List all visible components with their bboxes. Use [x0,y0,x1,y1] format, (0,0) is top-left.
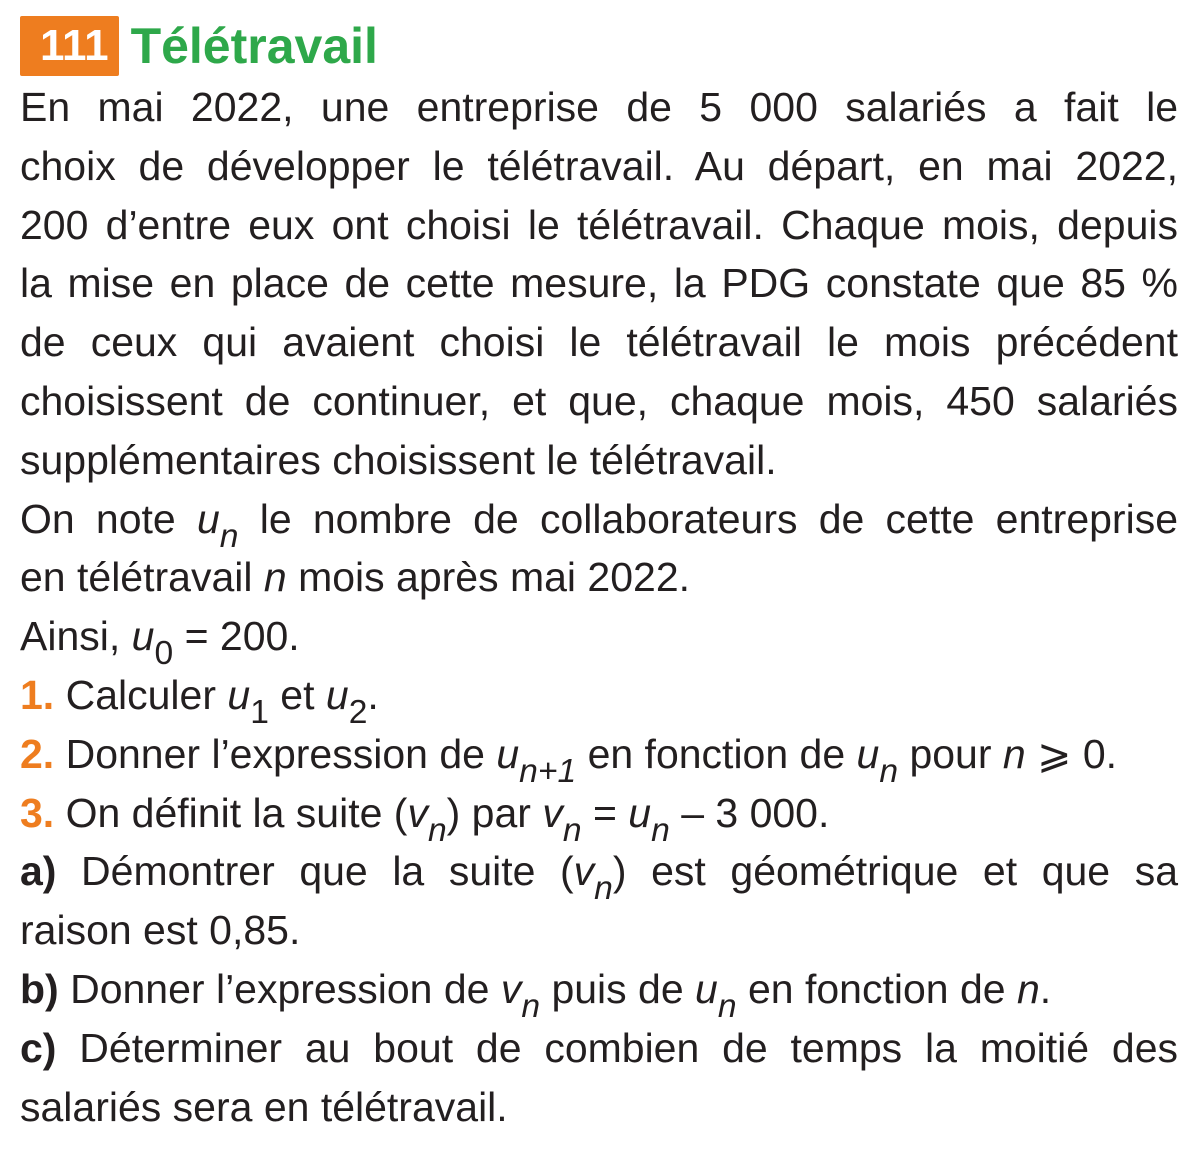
math-u: u [227,671,251,718]
text-span: On note [20,495,197,542]
subscript-n: n [521,988,541,1026]
notation-line-2 [20,548,1178,607]
text-span: en télétravail [20,554,264,601]
text-span: ) par [446,789,543,836]
text-span: . [367,671,379,718]
subscript-n: n [562,811,582,849]
math-u: u [628,789,652,836]
text-span: et [268,671,326,718]
math-v: v [500,965,522,1012]
math-v: v [573,848,595,895]
intro-line: 200 d’entre eux ont choisi le télétravail. Chaque mois, depuis [20,201,1178,248]
question-3 [20,784,1178,849]
text-span: ⩾ 0. [1025,730,1118,777]
exercise-number-badge: 111 [20,16,119,76]
math-u: u [325,671,349,718]
text-span: le nombre de collaborateurs de cette entreprise [238,495,1178,542]
exercise-header [20,14,1178,78]
notation-line [20,490,1178,555]
text-span: pour [898,730,1003,777]
subscript-n: n [879,752,899,790]
intro-line: la mise en place de cette mesure, la PDG constate que 85 % [20,260,1178,307]
subscript-n-plus-1: n+1 [519,752,577,790]
exercise-block [20,14,1178,1136]
text-span: ) est géométrique et que sa [612,848,1178,895]
text-span: On définit la suite ( [54,789,408,836]
text-span: en fonction de [576,730,857,777]
text-span: Donner l’expression de [58,965,501,1012]
subquestion-label: c) [20,1024,57,1071]
math-u: u [196,495,220,542]
math-v: v [542,789,563,836]
question-2 [20,725,1178,790]
text-span: mois après mai 2022. [286,554,691,601]
question-1 [20,666,1178,732]
subscript-1: 1 [250,694,269,732]
subscript-n: n [594,870,613,908]
text-span: Ainsi, [20,613,132,660]
text-span: en fonction de [736,965,1017,1012]
question-3a [20,842,1178,908]
math-n: n [1016,965,1040,1012]
subquestion-label: a) [20,848,57,895]
math-n: n [263,554,287,601]
math-u: u [856,730,880,777]
question-3a-line-2: raison est 0,85. [20,907,301,954]
intro-line: En mai 2022, une entreprise de 5 000 salariés a fait le [20,84,1178,130]
subscript-0: 0 [154,635,174,673]
text-span: = [581,789,629,836]
question-3b [20,960,1178,1026]
intro-line: de ceux qui avaient choisi le télétravail le mois précédent [20,319,1178,366]
subscript-n: n [651,811,670,849]
subscript-2: 2 [348,694,368,732]
math-u: u [695,965,718,1012]
intro-paragraph [20,78,1178,490]
question-3c-line-2: salariés sera en télétravail. [20,1083,508,1130]
intro-line: supplémentaires choisissent le télétravail. [20,436,777,483]
subscript-n: n [717,988,737,1026]
text-span: Déterminer au bout de combien de temps la moitié des [56,1024,1178,1071]
math-u: u [131,613,155,660]
question-3c [20,1019,1178,1078]
text-span: Donner l’expression de [54,730,497,777]
question-number: 3. [20,789,55,836]
text-span: – 3 000. [669,789,830,836]
text-span: Démontrer que la suite ( [56,848,574,895]
math-v: v [407,789,428,836]
initial-value-line [20,607,1178,673]
question-number: 1. [20,671,55,718]
exercise-title: Télétravail [130,18,378,74]
intro-line: choisissent de continuer, et que, chaque mois, 450 salariés [20,377,1178,424]
math-n: n [1002,730,1026,777]
intro-line: choix de développer le télétravail. Au départ, en mai 2022, [20,142,1178,189]
subscript-n: n [427,811,447,849]
subscript-n: n [219,517,239,555]
subquestion-label: b) [20,965,59,1012]
text-span: = 200. [173,613,300,660]
text-span: Calculer [54,671,228,718]
math-u: u [496,730,520,777]
text-span: . [1039,965,1052,1012]
question-number: 2. [20,730,55,777]
text-span: puis de [540,965,696,1012]
